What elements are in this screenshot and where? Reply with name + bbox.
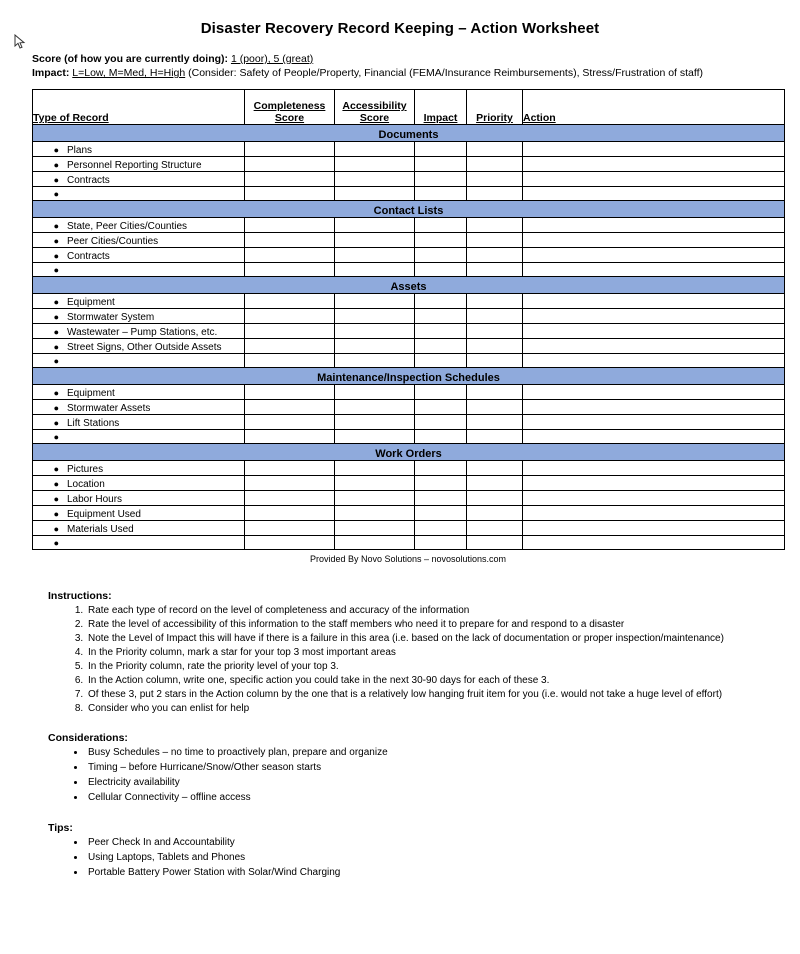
accessibility-score-cell[interactable] bbox=[335, 263, 415, 277]
record-type-cell bbox=[33, 385, 245, 400]
record-type-cell bbox=[33, 461, 245, 476]
list-item: 8. Consider who you can enlist for help bbox=[86, 702, 776, 716]
col-accessibility-score: Accessibility Score bbox=[335, 90, 415, 125]
accessibility-score-cell[interactable] bbox=[335, 172, 415, 187]
impact-cell[interactable] bbox=[415, 309, 467, 324]
record-type-label: Stormwater System bbox=[67, 312, 155, 323]
bullet-icon: ● bbox=[53, 432, 59, 442]
priority-cell[interactable] bbox=[467, 309, 523, 324]
section-header-row bbox=[33, 444, 785, 461]
completeness-score-cell[interactable] bbox=[245, 263, 335, 277]
completeness-score-cell[interactable] bbox=[245, 506, 335, 521]
impact-cell[interactable] bbox=[415, 461, 467, 476]
bullet-icon: ● bbox=[53, 175, 59, 185]
completeness-score-cell[interactable] bbox=[245, 339, 335, 354]
action-cell[interactable] bbox=[523, 157, 785, 172]
col-action: Action bbox=[523, 90, 785, 125]
completeness-score-cell[interactable] bbox=[245, 157, 335, 172]
mouse-cursor-icon bbox=[14, 34, 26, 50]
accessibility-score-cell[interactable] bbox=[335, 339, 415, 354]
accessibility-score-cell[interactable] bbox=[335, 430, 415, 444]
action-cell[interactable] bbox=[523, 491, 785, 506]
action-cell[interactable] bbox=[523, 233, 785, 248]
impact-cell[interactable] bbox=[415, 354, 467, 368]
record-type-cell[interactable] bbox=[33, 430, 245, 444]
list-item: • Using Laptops, Tablets and Phones bbox=[86, 851, 776, 866]
priority-cell[interactable] bbox=[467, 157, 523, 172]
impact-cell[interactable] bbox=[415, 233, 467, 248]
priority-cell[interactable] bbox=[467, 430, 523, 444]
table-row bbox=[33, 172, 785, 187]
considerations-heading: Considerations: bbox=[48, 732, 128, 744]
record-type-cell bbox=[33, 157, 245, 172]
action-cell[interactable] bbox=[523, 218, 785, 233]
worksheet-table bbox=[32, 89, 785, 550]
action-cell[interactable] bbox=[523, 324, 785, 339]
record-type-cell bbox=[33, 324, 245, 339]
impact-note: (Consider: Safety of People/Property, Financial (FEMA/Insurance Reimbursements), Stress/Frustration of staff) bbox=[188, 67, 704, 79]
record-type-cell[interactable] bbox=[33, 263, 245, 277]
tips-list bbox=[68, 836, 776, 881]
table-row bbox=[33, 309, 785, 324]
provided-by-footer: Provided By Novo Solutions – novosolutions.com bbox=[309, 554, 507, 564]
table-row bbox=[33, 339, 785, 354]
impact-cell[interactable] bbox=[415, 521, 467, 536]
impact-cell[interactable] bbox=[415, 187, 467, 201]
impact-cell[interactable] bbox=[415, 476, 467, 491]
impact-cell[interactable] bbox=[415, 430, 467, 444]
accessibility-score-cell[interactable] bbox=[335, 476, 415, 491]
list-item: • Cellular Connectivity – offline access bbox=[86, 791, 776, 806]
completeness-score-cell[interactable] bbox=[245, 385, 335, 400]
list-item: • Portable Battery Power Station with Solar/Wind Charging bbox=[86, 866, 776, 881]
accessibility-score-cell[interactable] bbox=[335, 142, 415, 157]
considerations-list bbox=[68, 746, 776, 806]
list-item: 1. Rate each type of record on the level of completeness and accuracy of the information bbox=[86, 604, 776, 618]
table-row bbox=[33, 248, 785, 263]
impact-cell[interactable] bbox=[415, 294, 467, 309]
impact-cell[interactable] bbox=[415, 339, 467, 354]
record-type-cell bbox=[33, 415, 245, 430]
list-item: • Electricity availability bbox=[86, 776, 776, 791]
tips-heading: Tips: bbox=[48, 822, 73, 834]
table-row bbox=[33, 142, 785, 157]
score-value: 1 (poor), 5 (great) bbox=[230, 53, 314, 65]
completeness-score-cell[interactable] bbox=[245, 324, 335, 339]
impact-cell[interactable] bbox=[415, 385, 467, 400]
priority-cell[interactable] bbox=[467, 172, 523, 187]
completeness-score-cell[interactable] bbox=[245, 536, 335, 550]
record-type-label: Equipment Used bbox=[67, 509, 141, 520]
record-type-cell[interactable] bbox=[33, 187, 245, 201]
col-impact: Impact bbox=[415, 90, 467, 125]
impact-key: L=Low, M=Med, H=High bbox=[72, 67, 186, 79]
bullet-icon: ● bbox=[53, 388, 59, 398]
section-title: Maintenance/Inspection Schedules bbox=[33, 368, 785, 385]
section-title: Contact Lists bbox=[33, 201, 785, 218]
completeness-score-cell[interactable] bbox=[245, 172, 335, 187]
impact-label: Impact: bbox=[32, 67, 70, 79]
bullet-icon: ● bbox=[53, 479, 59, 489]
bullet-icon: ● bbox=[53, 494, 59, 504]
completeness-score-cell[interactable] bbox=[245, 294, 335, 309]
record-type-label: Stormwater Assets bbox=[67, 403, 151, 414]
record-type-cell bbox=[33, 294, 245, 309]
record-type-label: Plans bbox=[67, 145, 93, 156]
accessibility-score-cell[interactable] bbox=[335, 506, 415, 521]
bullet-icon: ● bbox=[53, 538, 59, 548]
section-header-row bbox=[33, 201, 785, 218]
action-cell[interactable] bbox=[523, 461, 785, 476]
table-row-blank bbox=[33, 430, 785, 444]
completeness-score-cell[interactable] bbox=[245, 233, 335, 248]
table-row bbox=[33, 461, 785, 476]
accessibility-score-cell[interactable] bbox=[335, 218, 415, 233]
record-type-cell bbox=[33, 309, 245, 324]
table-row bbox=[33, 233, 785, 248]
action-cell[interactable] bbox=[523, 415, 785, 430]
impact-cell[interactable] bbox=[415, 536, 467, 550]
action-cell[interactable] bbox=[523, 536, 785, 550]
priority-cell[interactable] bbox=[467, 385, 523, 400]
bullet-icon: ● bbox=[53, 221, 59, 231]
priority-cell[interactable] bbox=[467, 521, 523, 536]
section-title: Assets bbox=[33, 277, 785, 294]
record-type-cell bbox=[33, 233, 245, 248]
accessibility-score-cell[interactable] bbox=[335, 294, 415, 309]
bullet-icon: ● bbox=[53, 403, 59, 413]
bullet-icon: ● bbox=[53, 509, 59, 519]
action-cell[interactable] bbox=[523, 263, 785, 277]
record-type-cell bbox=[33, 248, 245, 263]
page-title: Disaster Recovery Record Keeping – Action Worksheet bbox=[200, 20, 600, 37]
accessibility-score-cell[interactable] bbox=[335, 415, 415, 430]
action-cell[interactable] bbox=[523, 294, 785, 309]
completeness-score-cell[interactable] bbox=[245, 187, 335, 201]
action-cell[interactable] bbox=[523, 521, 785, 536]
completeness-score-cell[interactable] bbox=[245, 354, 335, 368]
table-row-blank bbox=[33, 187, 785, 201]
bullet-icon: ● bbox=[53, 342, 59, 352]
list-item: 5. In the Priority column, rate the priority level of your top 3. bbox=[86, 660, 776, 674]
completeness-score-cell[interactable] bbox=[245, 476, 335, 491]
impact-cell[interactable] bbox=[415, 324, 467, 339]
action-cell[interactable] bbox=[523, 385, 785, 400]
priority-cell[interactable] bbox=[467, 536, 523, 550]
impact-cell[interactable] bbox=[415, 172, 467, 187]
accessibility-score-cell[interactable] bbox=[335, 491, 415, 506]
table-header-row bbox=[33, 90, 785, 125]
table-row bbox=[33, 218, 785, 233]
priority-cell[interactable] bbox=[467, 263, 523, 277]
section-title: Work Orders bbox=[33, 444, 785, 461]
completeness-score-cell[interactable] bbox=[245, 218, 335, 233]
completeness-score-cell[interactable] bbox=[245, 415, 335, 430]
impact-cell[interactable] bbox=[415, 142, 467, 157]
record-type-cell bbox=[33, 400, 245, 415]
record-type-cell[interactable] bbox=[33, 354, 245, 368]
bullet-icon: ● bbox=[53, 524, 59, 534]
action-cell[interactable] bbox=[523, 476, 785, 491]
record-type-cell bbox=[33, 142, 245, 157]
record-type-label: Equipment bbox=[67, 388, 115, 399]
bullet-icon: ● bbox=[53, 418, 59, 428]
table-row bbox=[33, 324, 785, 339]
section-title: Documents bbox=[33, 125, 785, 142]
record-type-label: Lift Stations bbox=[67, 418, 120, 429]
list-item: 7. Of these 3, put 2 stars in the Action column by the one that is a relatively low hanging fruit item for you (i.e. would not take a huge level of effort) bbox=[86, 688, 776, 702]
table-row bbox=[33, 385, 785, 400]
impact-cell[interactable] bbox=[415, 263, 467, 277]
list-item: • Busy Schedules – no time to proactively plan, prepare and organize bbox=[86, 746, 776, 761]
completeness-score-cell[interactable] bbox=[245, 142, 335, 157]
record-type-cell bbox=[33, 491, 245, 506]
bullet-icon: ● bbox=[53, 251, 59, 261]
record-type-cell[interactable] bbox=[33, 536, 245, 550]
bullet-icon: ● bbox=[53, 297, 59, 307]
table-row bbox=[33, 400, 785, 415]
priority-cell[interactable] bbox=[467, 415, 523, 430]
record-type-label: Contracts bbox=[67, 175, 110, 186]
record-type-label: Street Signs, Other Outside Assets bbox=[67, 342, 222, 353]
accessibility-score-cell[interactable] bbox=[335, 385, 415, 400]
worksheet-page bbox=[0, 20, 800, 954]
completeness-score-cell[interactable] bbox=[245, 400, 335, 415]
accessibility-score-cell[interactable] bbox=[335, 400, 415, 415]
priority-cell[interactable] bbox=[467, 187, 523, 201]
accessibility-score-cell[interactable] bbox=[335, 157, 415, 172]
col-type-of-record: Type of Record bbox=[33, 90, 245, 125]
section-header-row bbox=[33, 277, 785, 294]
completeness-score-cell[interactable] bbox=[245, 491, 335, 506]
accessibility-score-cell[interactable] bbox=[335, 233, 415, 248]
table-row-blank bbox=[33, 536, 785, 550]
col-completeness-score: Completeness Score bbox=[245, 90, 335, 125]
priority-cell[interactable] bbox=[467, 339, 523, 354]
record-type-cell bbox=[33, 218, 245, 233]
record-type-label: Contracts bbox=[67, 251, 110, 262]
record-type-cell bbox=[33, 476, 245, 491]
completeness-score-cell[interactable] bbox=[245, 309, 335, 324]
priority-cell[interactable] bbox=[467, 294, 523, 309]
bullet-icon: ● bbox=[53, 356, 59, 366]
table-row bbox=[33, 506, 785, 521]
score-line bbox=[32, 53, 776, 65]
action-cell[interactable] bbox=[523, 142, 785, 157]
action-cell[interactable] bbox=[523, 400, 785, 415]
list-item: 6. In the Action column, write one, specific action you could take in the next 30-90 days for each of these 3. bbox=[86, 674, 776, 688]
record-type-cell bbox=[33, 339, 245, 354]
action-cell[interactable] bbox=[523, 354, 785, 368]
list-item: 3. Note the Level of Impact this will have if there is a failure in this area (i.e. based on the lack of documentation or proper inspection/maintenance) bbox=[86, 632, 776, 646]
accessibility-score-cell[interactable] bbox=[335, 536, 415, 550]
priority-cell[interactable] bbox=[467, 491, 523, 506]
accessibility-score-cell[interactable] bbox=[335, 354, 415, 368]
list-item: • Peer Check In and Accountability bbox=[86, 836, 776, 851]
table-row bbox=[33, 476, 785, 491]
impact-line bbox=[32, 67, 776, 79]
list-item: 2. Rate the level of accessibility of this information to the staff members who need it to prepare for and respond to a disaster bbox=[86, 618, 776, 632]
completeness-score-cell[interactable] bbox=[245, 248, 335, 263]
bullet-icon: ● bbox=[53, 160, 59, 170]
action-cell[interactable] bbox=[523, 339, 785, 354]
record-type-cell bbox=[33, 521, 245, 536]
accessibility-score-cell[interactable] bbox=[335, 248, 415, 263]
table-row bbox=[33, 157, 785, 172]
bullet-icon: ● bbox=[53, 145, 59, 155]
record-type-label: Labor Hours bbox=[67, 494, 123, 505]
record-type-label: Materials Used bbox=[67, 524, 134, 535]
priority-cell[interactable] bbox=[467, 142, 523, 157]
instructions-list bbox=[68, 604, 776, 716]
completeness-score-cell[interactable] bbox=[245, 521, 335, 536]
record-type-label: Personnel Reporting Structure bbox=[67, 160, 202, 171]
action-cell[interactable] bbox=[523, 172, 785, 187]
record-type-label: Wastewater – Pump Stations, etc. bbox=[67, 327, 218, 338]
accessibility-score-cell[interactable] bbox=[335, 521, 415, 536]
record-type-label: Peer Cities/Counties bbox=[67, 236, 159, 247]
impact-cell[interactable] bbox=[415, 506, 467, 521]
accessibility-score-cell[interactable] bbox=[335, 324, 415, 339]
table-row bbox=[33, 415, 785, 430]
impact-cell[interactable] bbox=[415, 400, 467, 415]
priority-cell[interactable] bbox=[467, 354, 523, 368]
table-row bbox=[33, 294, 785, 309]
priority-cell[interactable] bbox=[467, 324, 523, 339]
section-header-row bbox=[33, 368, 785, 385]
action-cell[interactable] bbox=[523, 248, 785, 263]
bullet-icon: ● bbox=[53, 312, 59, 322]
record-type-label: Location bbox=[67, 479, 105, 490]
list-item: • Timing – before Hurricane/Snow/Other season starts bbox=[86, 761, 776, 776]
record-type-cell bbox=[33, 506, 245, 521]
score-label: Score (of how you are currently doing): bbox=[32, 53, 229, 65]
instructions-heading: Instructions: bbox=[48, 590, 112, 602]
priority-cell[interactable] bbox=[467, 461, 523, 476]
record-type-cell bbox=[33, 172, 245, 187]
bullet-icon: ● bbox=[53, 464, 59, 474]
priority-cell[interactable] bbox=[467, 233, 523, 248]
table-row bbox=[33, 491, 785, 506]
action-cell[interactable] bbox=[523, 430, 785, 444]
impact-cell[interactable] bbox=[415, 157, 467, 172]
priority-cell[interactable] bbox=[467, 476, 523, 491]
priority-cell[interactable] bbox=[467, 218, 523, 233]
priority-cell[interactable] bbox=[467, 248, 523, 263]
section-header-row bbox=[33, 125, 785, 142]
bullet-icon: ● bbox=[53, 327, 59, 337]
col-priority: Priority bbox=[467, 90, 523, 125]
table-row bbox=[33, 521, 785, 536]
priority-cell[interactable] bbox=[467, 400, 523, 415]
impact-cell[interactable] bbox=[415, 415, 467, 430]
record-type-label: Equipment bbox=[67, 297, 115, 308]
accessibility-score-cell[interactable] bbox=[335, 187, 415, 201]
impact-cell[interactable] bbox=[415, 218, 467, 233]
impact-cell[interactable] bbox=[415, 491, 467, 506]
completeness-score-cell[interactable] bbox=[245, 461, 335, 476]
bullet-icon: ● bbox=[53, 265, 59, 275]
completeness-score-cell[interactable] bbox=[245, 430, 335, 444]
record-type-label: State, Peer Cities/Counties bbox=[67, 221, 188, 232]
accessibility-score-cell[interactable] bbox=[335, 309, 415, 324]
table-row-blank bbox=[33, 263, 785, 277]
record-type-label: Pictures bbox=[67, 464, 104, 475]
table-row-blank bbox=[33, 354, 785, 368]
bullet-icon: ● bbox=[53, 236, 59, 246]
action-cell[interactable] bbox=[523, 187, 785, 201]
action-cell[interactable] bbox=[523, 506, 785, 521]
bullet-icon: ● bbox=[53, 189, 59, 199]
accessibility-score-cell[interactable] bbox=[335, 461, 415, 476]
priority-cell[interactable] bbox=[467, 506, 523, 521]
action-cell[interactable] bbox=[523, 309, 785, 324]
impact-cell[interactable] bbox=[415, 248, 467, 263]
list-item: 4. In the Priority column, mark a star for your top 3 most important areas bbox=[86, 646, 776, 660]
